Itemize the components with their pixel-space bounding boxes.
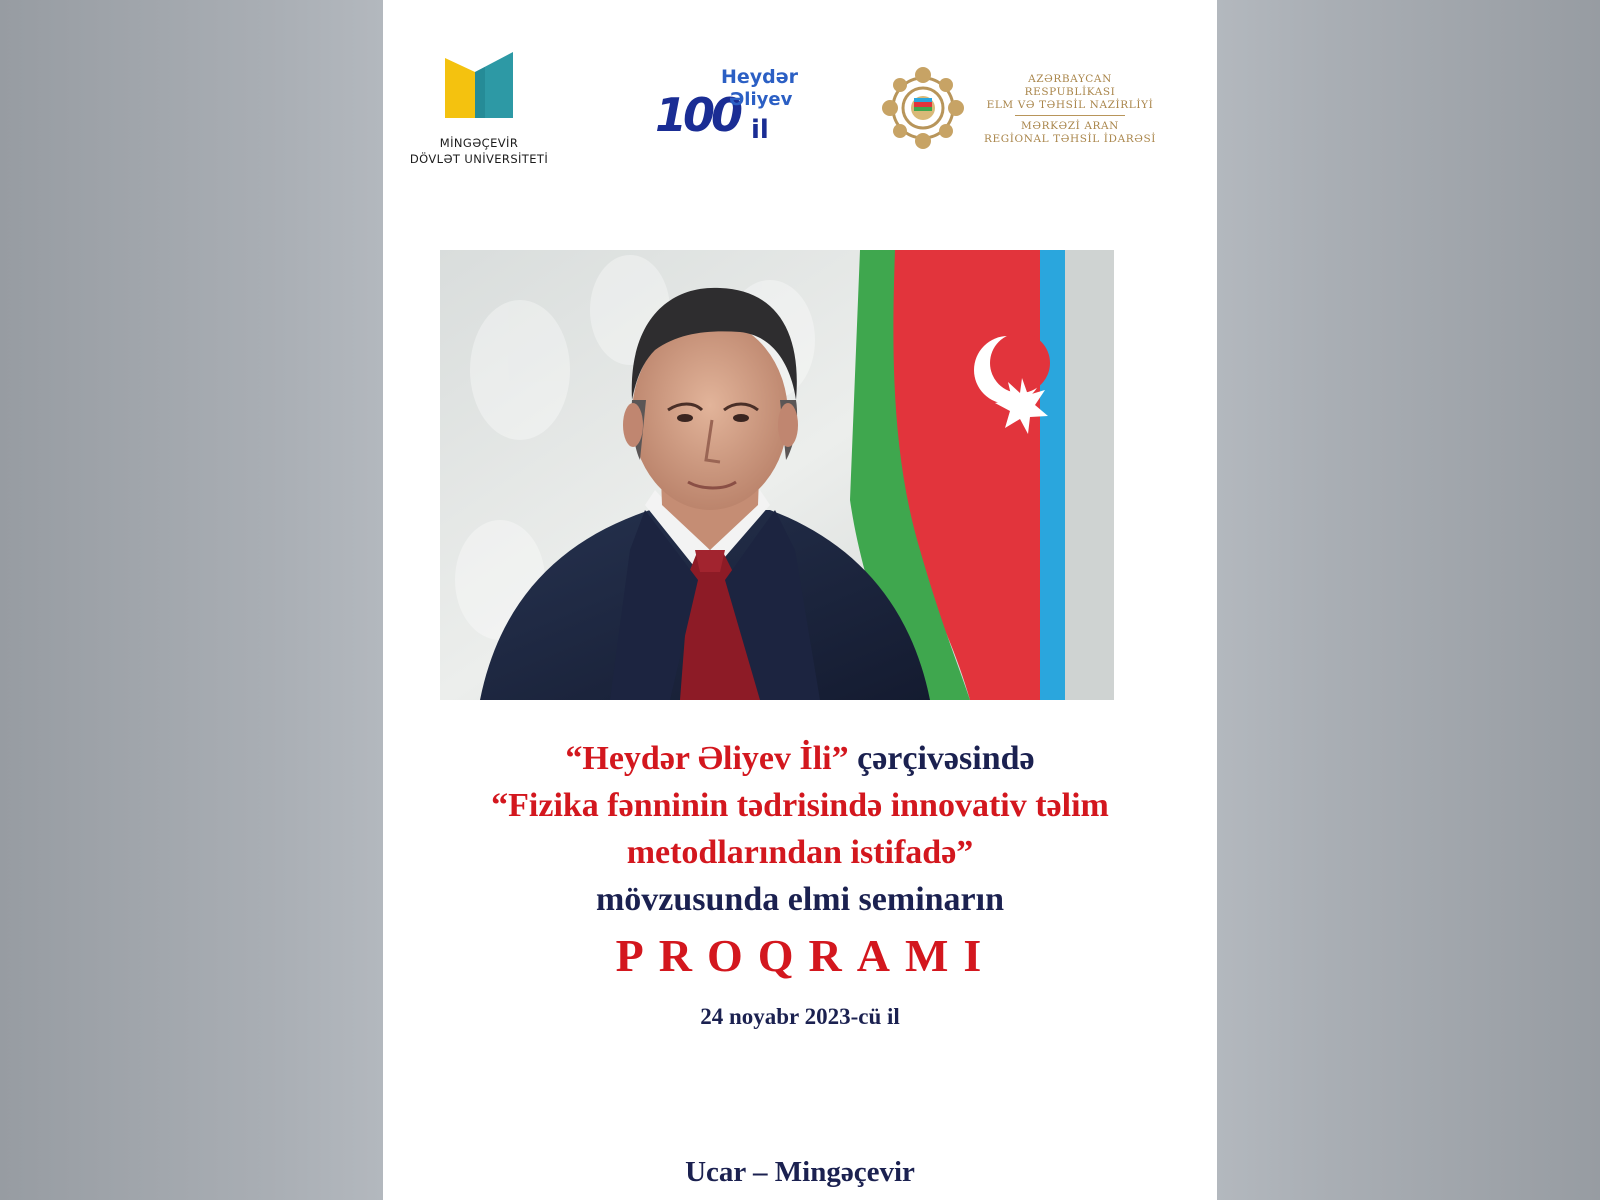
ministry-text xyxy=(981,73,1159,146)
anniversary-name-last: Əliyev xyxy=(729,89,793,110)
programme-heading: PROQRAMI xyxy=(615,930,997,981)
portrait-photo xyxy=(440,250,1114,700)
title-line1 xyxy=(383,735,1217,782)
anniversary-logo xyxy=(655,66,815,156)
background-left xyxy=(0,0,383,1200)
ministry-emblem-icon xyxy=(881,66,965,150)
university-logo xyxy=(409,52,549,170)
anniversary-number: 100 xyxy=(655,88,740,142)
title-line2: “Fizika fənninin tədrisində innovativ təlim xyxy=(491,787,1109,824)
year-name: “Heydər Əliyev İli” xyxy=(565,740,849,777)
ministry-divider xyxy=(1015,115,1125,116)
seminar-date: 24 noyabr 2023-cü il xyxy=(700,1004,900,1029)
seminar-place: Ucar – Mingəçevir xyxy=(685,1156,915,1188)
title-line4: mövzusunda elmi seminarın xyxy=(595,881,1005,918)
program-cover-page xyxy=(383,0,1217,1200)
ministry-line4: REGİONAL TƏHSİL İDARƏSİ xyxy=(983,133,1157,145)
title-line3: metodlarından istifadə” xyxy=(626,834,974,871)
university-name-line1: MİNGƏÇEVİR xyxy=(439,136,519,150)
background-right xyxy=(1217,0,1600,1200)
anniversary-word: il xyxy=(751,115,769,145)
ministry-line1: AZƏRBAYCAN RESPUBLİKASI xyxy=(1024,73,1116,98)
framework-text: çərçivəsində xyxy=(848,740,1035,777)
anniversary-name-first: Heydər xyxy=(721,66,799,88)
ministry-line2: ELM VƏ TƏHSİL NAZİRLİYİ xyxy=(986,99,1154,111)
university-name-line2: DÖVLƏT UNİVERSİTETİ xyxy=(409,152,549,166)
ministry-line3: MƏRKƏZİ ARAN xyxy=(1021,120,1119,132)
university-book-icon xyxy=(445,52,513,122)
ministry-logo xyxy=(881,66,1181,156)
seminar-title xyxy=(383,735,1217,923)
